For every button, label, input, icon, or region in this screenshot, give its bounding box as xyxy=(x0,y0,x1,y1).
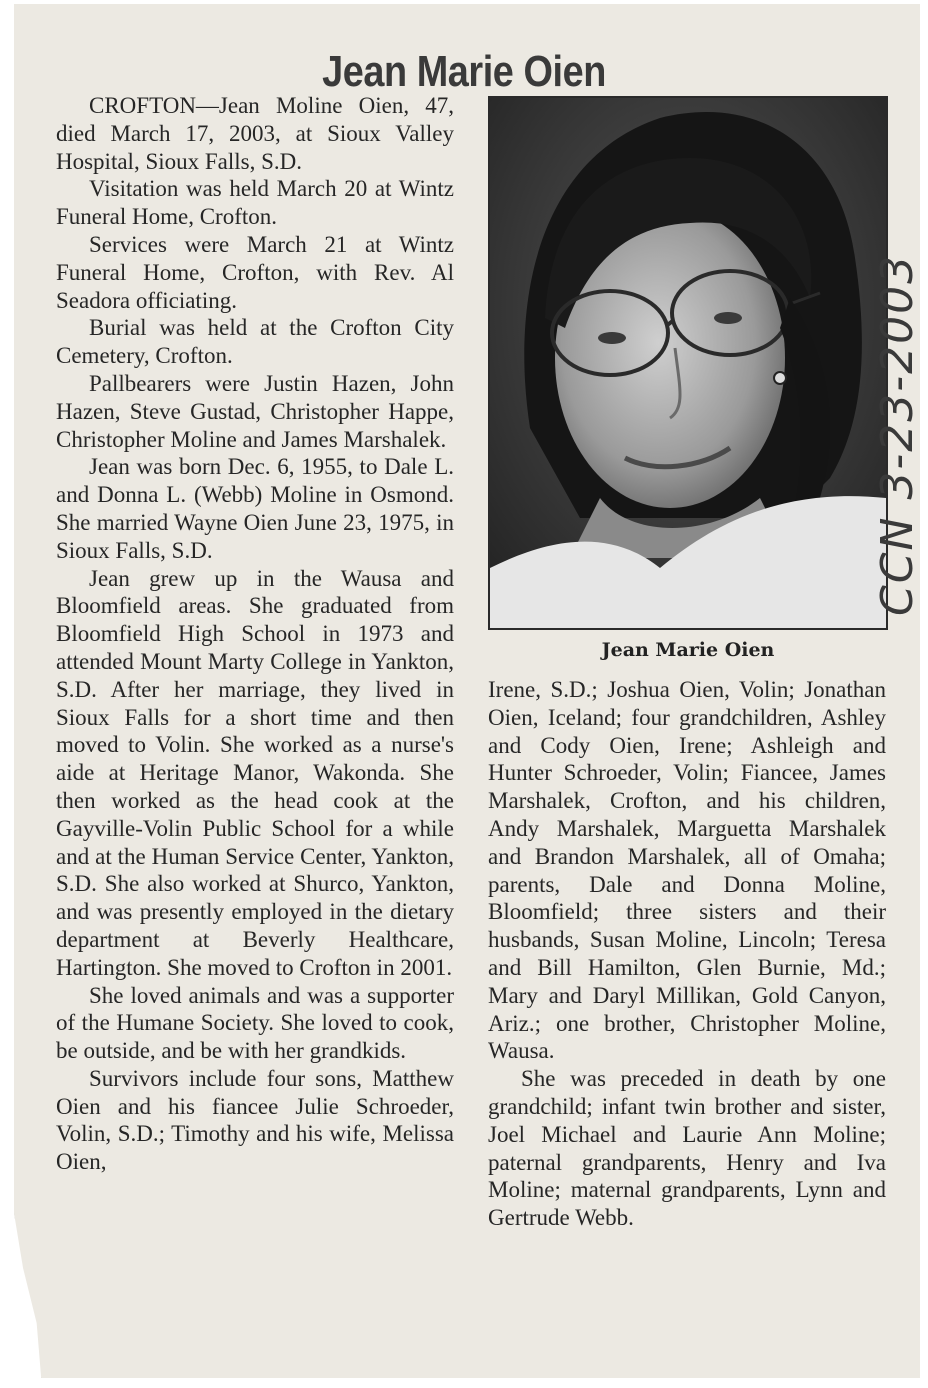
portrait-photo xyxy=(488,96,888,630)
paragraph-visitation: Visitation was held March 20 at Wintz Funeral Home, Crofton. xyxy=(56,176,454,230)
paragraph-interests: She loved animals and was a supporter of the Humane Society. She loved to cook, be outside, and be with her grandkids. xyxy=(56,982,454,1064)
obituary-left-column xyxy=(56,92,454,1176)
paragraph-survivors-continued: Irene, S.D.; Joshua Oien, Volin; Jonathan Oien, Iceland; four grandchildren, Ashley and Cody Oien, Irene; Ashleigh and Hunter Schroeder, Volin; Fiancee, James Marshalek, Crofton, and his children, Andy Marshalek, Marguetta Marshalek and Brandon Marshalek, all of Omaha; parents, Dale and Donna Moline, Bloomfield; three sisters and their husbands, Susan Moline, Lincoln; Teresa and Bill Hamilton, Glen Burnie, Md.; Mary and Daryl Millikan, Gold Canyon, Ariz.; one brother, Christopher Moline, Wausa. xyxy=(488,677,886,1064)
obituary-right-column xyxy=(488,676,886,1232)
portrait-image xyxy=(490,98,886,628)
paragraph-biography: Jean grew up in the Wausa and Bloomfield areas. She graduated from Bloomfield High School in 1973 and attended Mount Marty College in Yankton, S.D. After her marriage, they lived in Sioux Falls for a short time and then moved to Volin. She worked as a nurse's aide at Heritage Manor, Wakonda. She then worked as the head cook at the Gayville-Volin Public School for a while and at the Human Service Center, Yankton, S.D. She also worked at Shurco, Yankton, and was presently employed in the dietary department at Beverly Healthcare, Hartington. She moved to Crofton in 2001. xyxy=(56,565,454,980)
paragraph-birth: Jean was born Dec. 6, 1955, to Dale L. and Donna L. (Webb) Moline in Osmond. She married Wayne Oien June 23, 1975, in Sioux Falls, S.D. xyxy=(56,454,454,563)
obituary-headline: Jean Marie Oien xyxy=(322,47,606,97)
paragraph-pallbearers: Pallbearers were Justin Hazen, John Hazen, Steve Gustad, Christopher Happe, Christopher Moline and James Marshalek. xyxy=(56,370,454,452)
paragraph-preceded-in-death: She was preceded in death by one grandchild; infant twin brother and sister, Joel Michael and Laurie Ann Moline; paternal grandparents, Henry and Iva Moline; maternal grandparents, Lynn and Gertrude Webb. xyxy=(488,1066,886,1231)
paragraph-services: Services were March 21 at Wintz Funeral Home, Crofton, with Rev. Al Seadora officiating. xyxy=(56,231,454,313)
photo-caption: Jean Marie Oien xyxy=(601,639,775,661)
paragraph-death-notice: CROFTON—Jean Moline Oien, 47, died March 17, 2003, at Sioux Valley Hospital, Sioux Falls, S.D. xyxy=(56,93,454,174)
paragraph-burial: Burial was held at the Crofton City Cemetery, Crofton. xyxy=(56,315,454,369)
paragraph-survivors: Survivors include four sons, Matthew Oien and his fiancee Julie Schroeder, Volin, S.D.; Timothy and his wife, Melissa Oien, xyxy=(56,1065,454,1175)
handwritten-date-note: CCN 3-23-2003 xyxy=(872,253,923,616)
